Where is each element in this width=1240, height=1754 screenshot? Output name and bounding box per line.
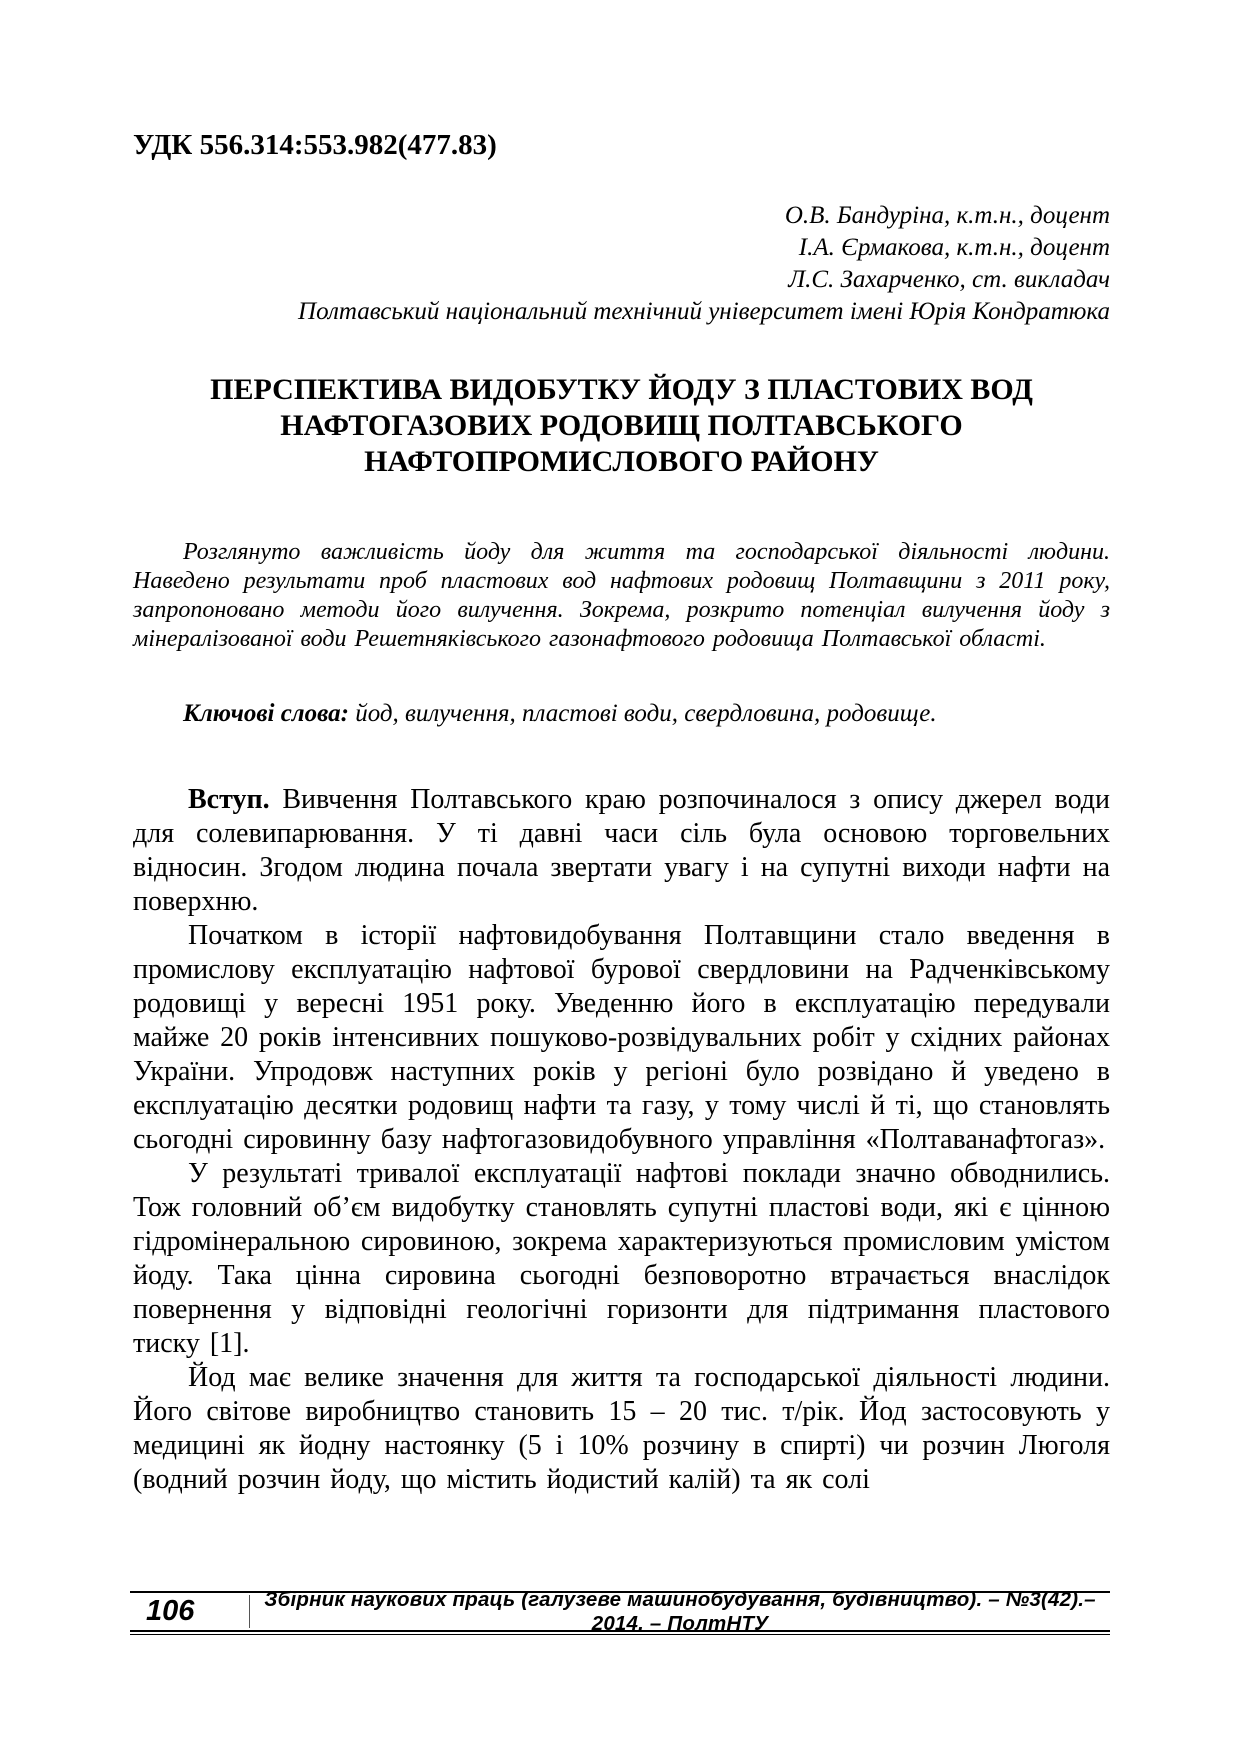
author-line: Л.С. Захарченко, ст. викладач [788, 266, 1110, 293]
journal-info: Збірник наукових праць (галузеве машинобудування, будівництво). – №3(42).– 2014. – ПолтНТУ [264, 1587, 1096, 1635]
footer-row [130, 1587, 1110, 1635]
keywords-text: йод, вилучення, пластові води, свердловина, родовище. [348, 700, 937, 727]
author-line: І.А. Єрмакова, к.т.н., доцент [798, 234, 1110, 261]
page-footer [130, 1587, 1110, 1635]
udc-code: УДК 556.314:553.982(477.83) [133, 129, 497, 161]
body-text [133, 783, 1110, 1497]
paragraph-intro-text: Вивчення Полтавського краю розпочиналося з опису джерел води для солевипарювання. У ті давні часи сіль була основою торговельних відносин. Згодом людина почала звертати увагу і на супутні виходи нафти на поверхню. [133, 784, 1110, 917]
article-title-line: НАФТОПРОМИСЛОВОГО РАЙОНУ [364, 445, 879, 478]
article-title-line: ПЕРСПЕКТИВА ВИДОБУТКУ ЙОДУ З ПЛАСТОВИХ ВОД [210, 373, 1033, 406]
page-content [133, 128, 1110, 1497]
paragraph: Йод має велике значення для життя та господарської діяльності людини. Його світове виробництво становить 15 – 20 тис. т/рік. Йод застосовують у медицині як йодну настоянку (5 і 10% розчину в спирті) чи розчин Люголя (водний розчин йоду, що містить йодистий калій) та як солі [133, 1362, 1110, 1495]
keywords-line [133, 699, 1110, 728]
affiliation-line: Полтавський національний технічний університет імені Юрія Кондратюка [298, 298, 1110, 325]
abstract-paragraph: Розглянуто важливість йоду для життя та господарської діяльності людини. Наведено результати проб пластових вод нафтових родовищ Полтавщини з 2011 року, запропоновано методи його вилучення. Зокрема, розкрито потенціал вилучення йоду з мінералізованої води Решетняківського газонафтового родовища Полтавської області. [133, 539, 1110, 652]
article-title-line: НАФТОГАЗОВИХ РОДОВИЩ ПОЛТАВСЬКОГО [280, 409, 963, 442]
authors-block [133, 200, 1110, 328]
paragraph-intro [133, 783, 1110, 919]
page-number: 106 [130, 1595, 250, 1628]
paragraph: Початком в історії нафтовидобування Полтавщини стало введення в промислову експлуатацію нафтової бурової свердловини на Радченківському родовищі у вересні 1951 року. Уведенню його в експлуатацію передували майже 20 років інтенсивних пошуково-розвідувальних робіт у східних районах України. Упродовж наступних років у регіоні було розвідано й уведено в експлуатацію десятки родовищ нафти та газу, у тому числі й ті, що становлять сьогодні сировинну базу нафтогазовидобувного управління «Полтаванафтогаз». [133, 920, 1110, 1155]
article-title [133, 372, 1110, 480]
paragraph-intro-lead: Вступ. [188, 784, 270, 815]
keywords-label: Ключові слова: [183, 700, 349, 727]
author-line: О.В. Бандуріна, к.т.н., доцент [784, 202, 1110, 229]
paragraph: У результаті тривалої експлуатації нафтові поклади значно обводнились. Тож головний об’єм видобутку становлять супутні пластові води, які є цінною гідромінеральною сировиною, зокрема характеризуються промисловим умістом йоду. Така цінна сировина сьогодні безповоротно втрачається внаслідок повернення у відповідні геологічні горизонти для підтримання пластового тиску [1]. [133, 1158, 1110, 1359]
